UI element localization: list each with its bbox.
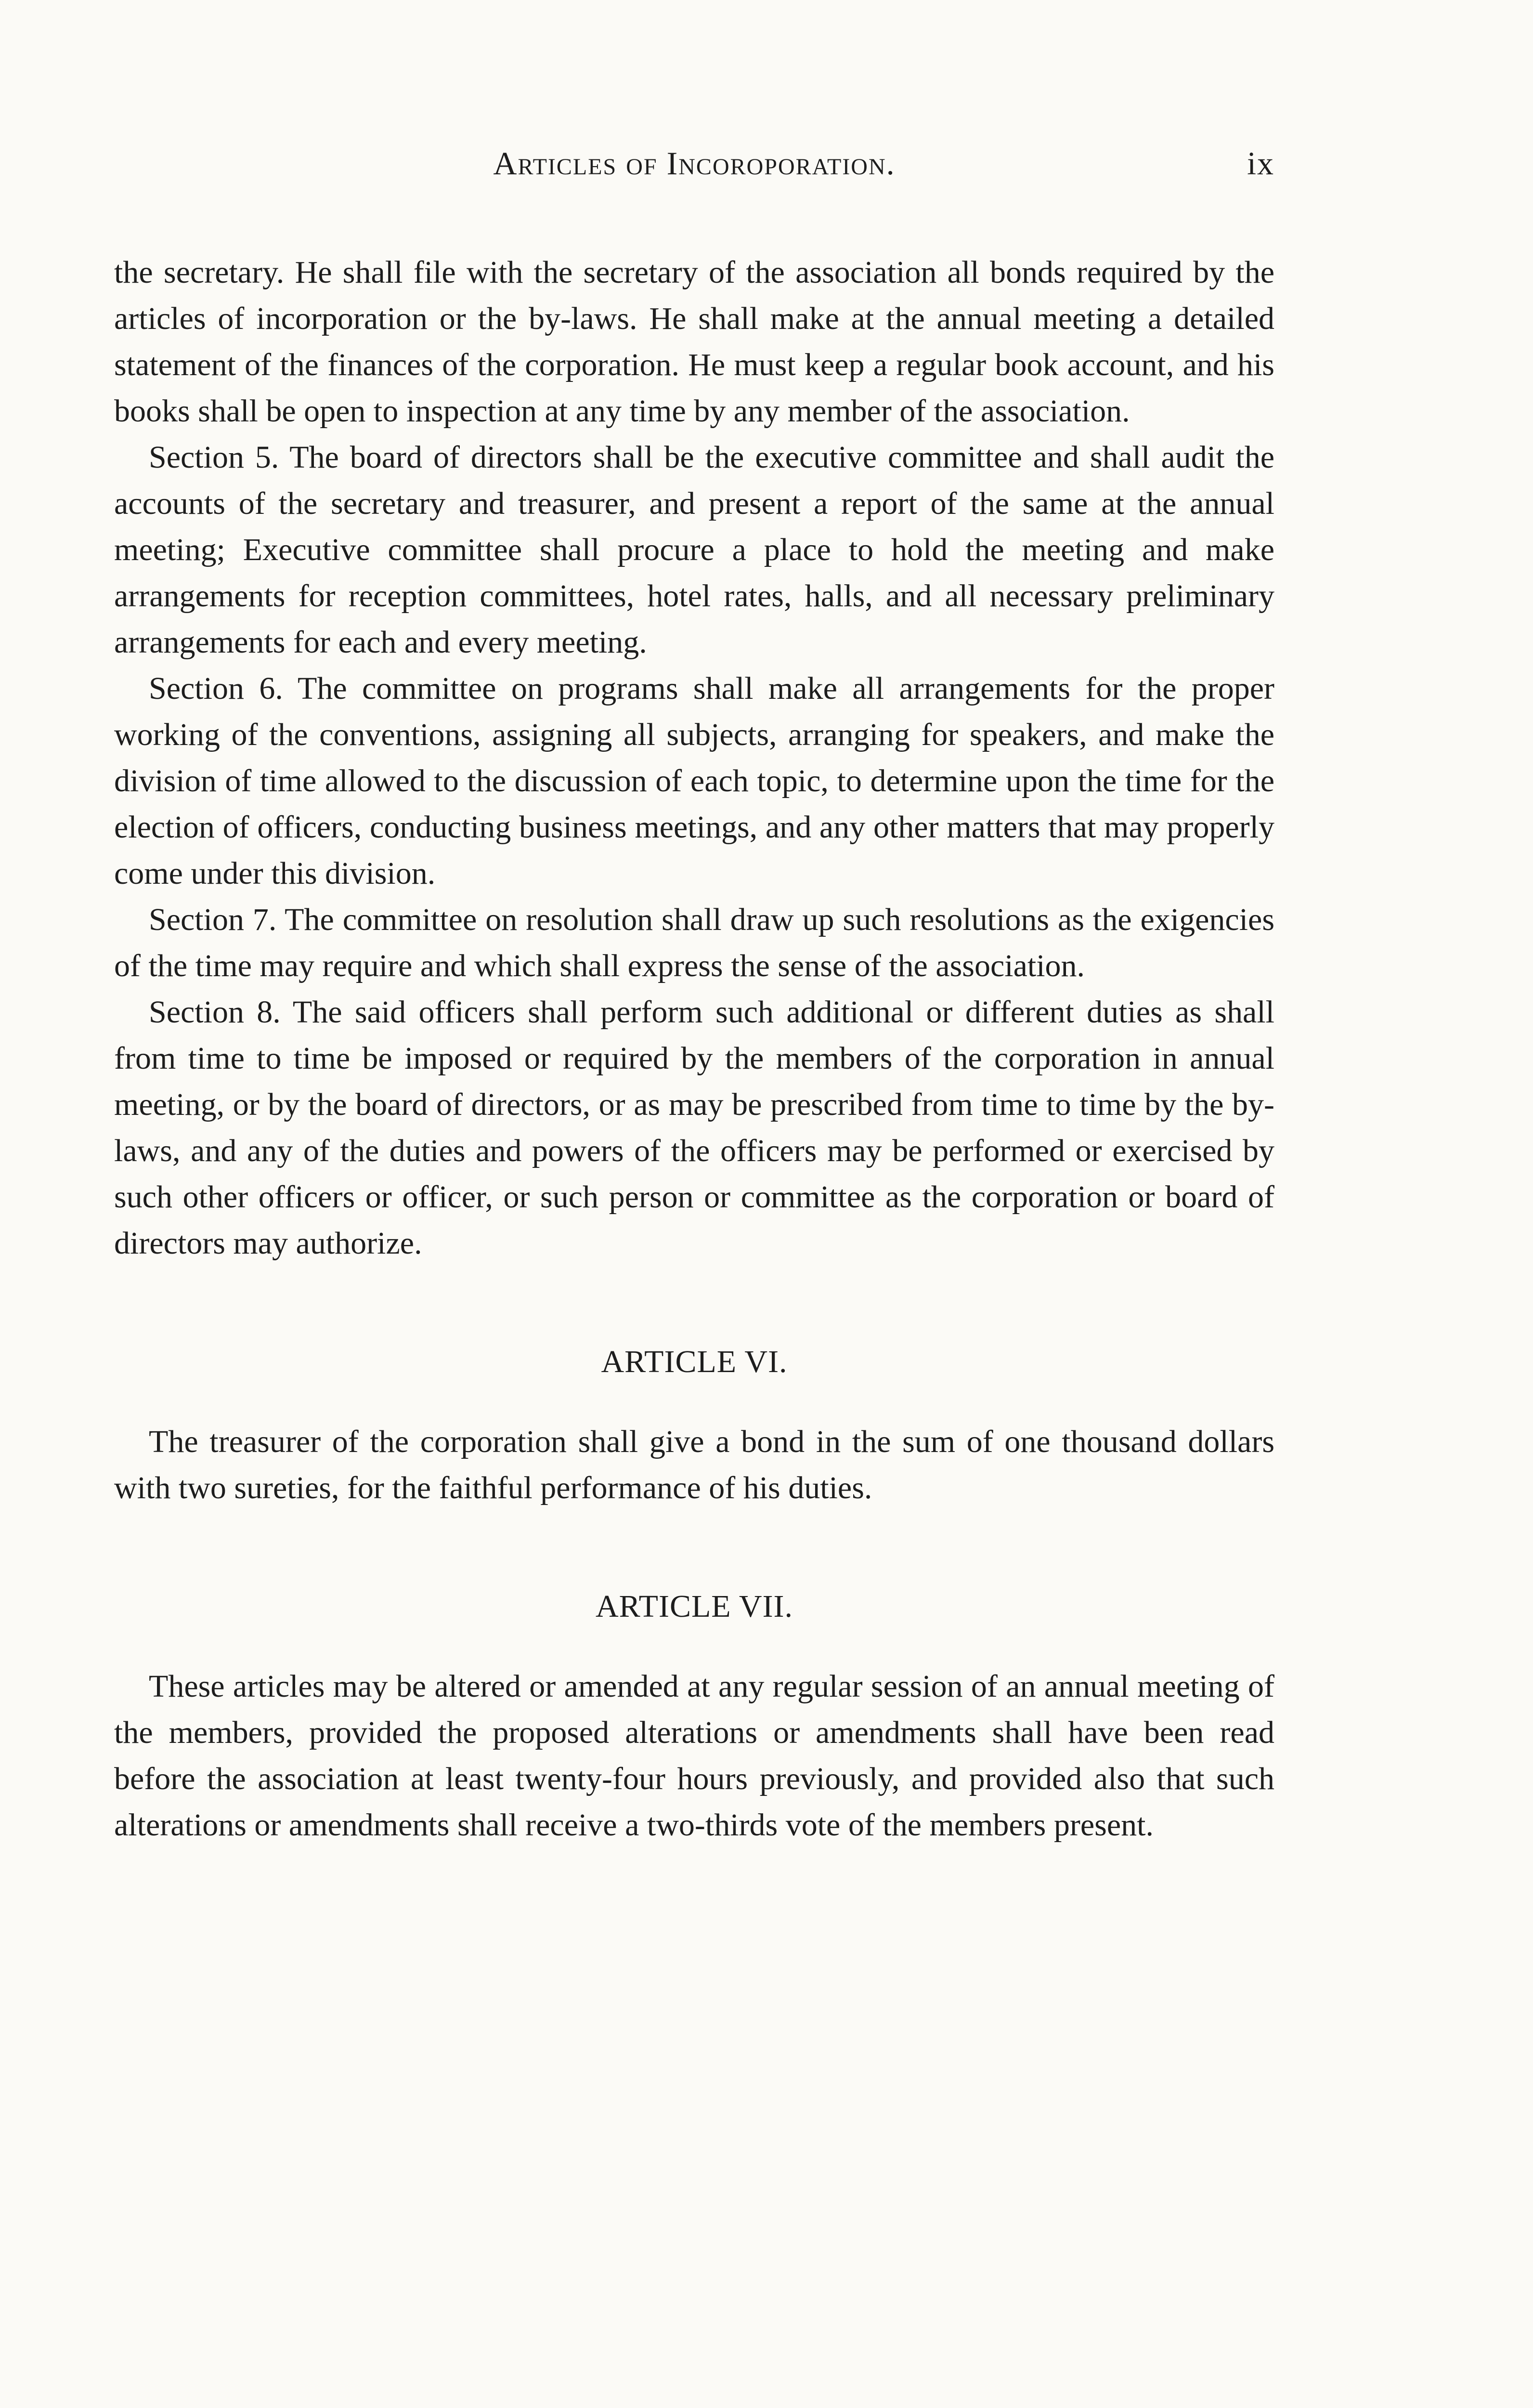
page-number: ix: [1247, 145, 1274, 182]
running-title: Articles of Incoroporation.: [493, 145, 896, 182]
book-page: [114, 144, 1274, 1848]
running-head: [114, 144, 1274, 197]
section-6-paragraph: Section 6. The committee on programs shall make all arrangements for the proper working of the conventions, assigning all subjects, arranging for speakers, and make the division of time allowed to the discussion of each topic, to determine upon the time for the election of officers, conducting business meetings, and any other matters that may properly come under this division.: [114, 671, 1274, 891]
article-6-paragraph: The treasurer of the corporation shall give a bond in the sum of one thousand dollars with two sureties, for the faithful performance of his duties.: [114, 1424, 1274, 1505]
section-7-paragraph: Section 7. The committee on resolution shall draw up such resolutions as the exigencies of the time may require and which shall express the sense of the association.: [114, 902, 1274, 983]
section-5-paragraph: Section 5. The board of directors shall be the executive committee and shall audit the accounts of the secretary and treasurer, and present a report of the same at the annual meeting; Executive committee shall procure a place to hold the meeting and make arrangements for reception committees, hotel rates, halls, and all necessary preliminary arrangements for each and every meeting.: [114, 440, 1274, 660]
section-8-paragraph: Section 8. The said officers shall perform such additional or different duties as shall from time to time be imposed or required by the members of the corporation in annual meeting, or by the board of directors, or as may be prescribed from time to time by the by-laws, and any of the duties and powers of the officers may be performed or exercised by such other officers or officer, or such person or committee as the corporation or board of directors may authorize.: [114, 995, 1274, 1261]
continuation-paragraph: the secretary. He shall file with the secretary of the association all bonds required by the articles of incorporation or the by-laws. He shall make at the annual meeting a detailed statement of the finances of the corporation. He must keep a regular book account, and his books shall be open to inspection at any time by any member of the association.: [114, 255, 1274, 429]
article-6-heading: ARTICLE VI.: [601, 1344, 788, 1379]
article-7-paragraph: These articles may be altered or amended at any regular session of an annual meeting of the members, provided the proposed alterations or amendments shall have been read before the association at least twenty-four hours previously, and provided also that such alterations or amendments shall receive a two-thirds vote of the members present.: [114, 1669, 1274, 1843]
body-text: [114, 249, 1274, 1848]
article-7-heading: ARTICLE VII.: [595, 1589, 793, 1624]
